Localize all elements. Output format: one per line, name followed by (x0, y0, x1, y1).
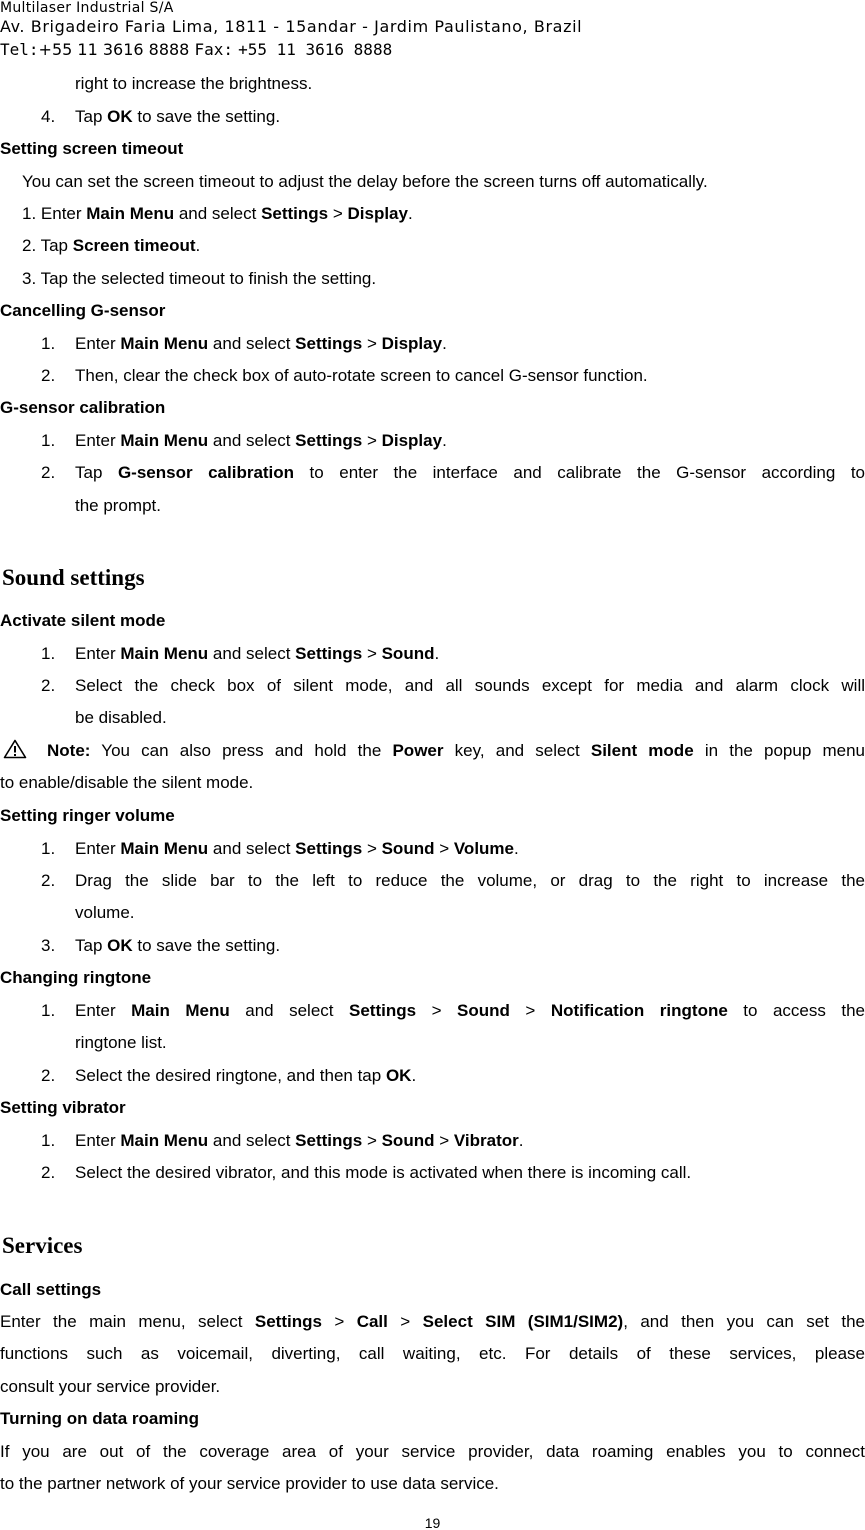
silent-mode-note (47, 740, 865, 762)
timeout-step-2 (22, 235, 200, 257)
display-term: Display (381, 334, 443, 353)
text: > (362, 431, 382, 450)
text: Enter (75, 1001, 132, 1020)
text: 1. Enter (22, 204, 87, 223)
vibrator-step-2: Select the desired vibrator, and this mode is activated when there is incoming call. (75, 1163, 692, 1182)
step-number: 1. (41, 644, 56, 663)
main-menu-term: Main Menu (131, 1001, 230, 1020)
text: > (416, 1001, 457, 1020)
company-contact (0, 40, 392, 60)
sound-term: Sound (381, 644, 435, 663)
company-address: Av. Brigadeiro Faria Lima, 1811 - 15andar - Jardim Paulistano, Brazil (0, 17, 583, 36)
text: . (407, 204, 413, 223)
calibration-step-2-continued: the prompt. (75, 496, 161, 515)
ringtone-step-1-continued: ringtone list. (75, 1033, 167, 1052)
note-label: Note: (47, 741, 91, 760)
text: > (362, 334, 382, 353)
text: Enter (75, 1131, 121, 1150)
tel-number: +55 11 3616 8888 (38, 40, 190, 59)
call-settings-line-1 (0, 1311, 865, 1333)
power-term: Power (392, 741, 444, 760)
text: Enter (75, 839, 121, 858)
silent-mode-note-continued: to enable/disable the silent mode. (0, 773, 254, 792)
main-menu-term: Main Menu (120, 334, 209, 353)
ringtone-step-1 (75, 1000, 865, 1022)
settings-term: Settings (261, 204, 329, 223)
text: Select the desired ringtone, and then tap (75, 1066, 386, 1085)
call-term: Call (356, 1312, 388, 1331)
step-number: 2. (41, 463, 56, 482)
text: Tap (75, 463, 118, 482)
call-settings-line-2: functions such as voicemail, diverting, call waiting, etc. For details of these services, please (0, 1344, 865, 1363)
data-roaming-line-2: to the partner network of your service provider to use data service. (0, 1474, 499, 1493)
ringer-step-2: Drag the slide bar to the left to reduce the volume, or drag to the right to increase the (75, 871, 865, 890)
text: . (442, 334, 447, 353)
text: > (321, 1312, 357, 1331)
text: > (362, 644, 382, 663)
step-number: 2. (41, 1163, 56, 1182)
text: to access the (727, 1001, 865, 1020)
section-heading-silent-mode: Activate silent mode (0, 611, 166, 630)
warning-icon (3, 739, 27, 759)
text: > (362, 839, 382, 858)
settings-term: Settings (295, 431, 363, 450)
ok-term: OK (107, 936, 133, 955)
display-term: Display (347, 204, 408, 223)
step-number: 1. (41, 334, 56, 353)
text: , and then you can set the (623, 1312, 865, 1331)
silent-step-2-continued: be disabled. (75, 708, 167, 727)
volume-term: Volume (453, 839, 514, 858)
text: and select (174, 204, 262, 223)
text: and select (208, 334, 296, 353)
step-number: 2. (41, 676, 56, 695)
fax-number: +55 11 3616 8888 (238, 40, 393, 59)
text: Enter (75, 644, 121, 663)
section-heading-vibrator: Setting vibrator (0, 1098, 126, 1117)
brightness-step-4 (75, 106, 280, 128)
sound-term: Sound (381, 839, 435, 858)
text: Enter (75, 334, 121, 353)
settings-term: Settings (295, 334, 363, 353)
step-number: 3. (41, 936, 56, 955)
text: Tap (75, 936, 108, 955)
cancel-gsensor-step-2: Then, clear the check box of auto-rotate screen to cancel G-sensor function. (75, 366, 648, 385)
silent-mode-term: Silent mode (590, 741, 694, 760)
settings-term: Settings (349, 1001, 417, 1020)
select-sim-term: Select SIM (SIM1/SIM2) (422, 1312, 624, 1331)
section-title-services: Services (2, 1233, 83, 1258)
step-number: 2. (41, 1066, 56, 1085)
section-title-sound-settings: Sound settings (2, 565, 145, 590)
calibration-step-2 (75, 462, 865, 484)
text: and select (229, 1001, 350, 1020)
section-heading-ringtone: Changing ringtone (0, 968, 152, 987)
text: > (434, 1131, 454, 1150)
settings-term: Settings (295, 644, 363, 663)
settings-term: Settings (254, 1312, 322, 1331)
text: Tap (75, 107, 108, 126)
text: > (362, 1131, 382, 1150)
main-menu-term: Main Menu (120, 839, 209, 858)
text: 2. Tap (22, 236, 73, 255)
main-menu-term: Main Menu (120, 431, 209, 450)
company-name: Multilaser Industrial S/A (0, 0, 174, 16)
ringtone-step-2 (75, 1065, 416, 1087)
page-number: 19 (424, 1515, 441, 1530)
step-number: 1. (41, 1001, 56, 1020)
text: . (442, 431, 447, 450)
main-menu-term: Main Menu (120, 1131, 209, 1150)
timeout-intro: You can set the screen timeout to adjust the delay before the screen turns off automatically. (22, 172, 708, 191)
step-number: 1. (41, 431, 56, 450)
ringer-step-2-continued: volume. (75, 903, 135, 922)
section-heading-gsensor-calibration: G-sensor calibration (0, 398, 166, 417)
text: to save the setting. (132, 936, 281, 955)
text: to save the setting. (132, 107, 281, 126)
text: and select (208, 431, 296, 450)
text: to enter the interface and calibrate the G-sensor according to (294, 463, 865, 482)
section-heading-ringer-volume: Setting ringer volume (0, 806, 175, 825)
ok-term: OK (107, 107, 133, 126)
step-number: 1. (41, 1131, 56, 1150)
cancel-gsensor-step-1 (75, 333, 447, 355)
display-term: Display (381, 431, 443, 450)
text: Enter (75, 431, 121, 450)
settings-term: Settings (295, 839, 363, 858)
fax-label: Fax: (194, 40, 233, 59)
section-heading-cancel-gsensor: Cancelling G-sensor (0, 301, 166, 320)
vibrator-term: Vibrator (453, 1131, 519, 1150)
screen-timeout-term: Screen timeout (72, 236, 196, 255)
section-heading-data-roaming: Turning on data roaming (0, 1409, 199, 1428)
text: and select (208, 1131, 296, 1150)
text: You can also press and hold the (90, 741, 393, 760)
section-heading-screen-timeout: Setting screen timeout (0, 139, 184, 158)
call-settings-line-3: consult your service provider. (0, 1377, 221, 1396)
gsensor-calibration-term: G-sensor calibration (117, 463, 295, 482)
text: > (509, 1001, 551, 1020)
text: . (195, 236, 201, 255)
step-number: 4. (41, 107, 56, 126)
calibration-step-1 (75, 430, 447, 452)
step-number: 1. (41, 839, 56, 858)
tel-label: Tel: (0, 40, 39, 59)
text: > (434, 839, 454, 858)
text: key, and select (443, 741, 591, 760)
section-heading-call-settings: Call settings (0, 1280, 102, 1299)
sound-term: Sound (381, 1131, 435, 1150)
main-menu-term: Main Menu (120, 644, 209, 663)
silent-step-1 (75, 643, 439, 665)
notification-ringtone-term: Notification ringtone (550, 1001, 728, 1020)
timeout-step-1 (22, 203, 413, 225)
text: . (411, 1066, 417, 1085)
text: and select (208, 644, 296, 663)
main-menu-term: Main Menu (86, 204, 175, 223)
text: and select (208, 839, 296, 858)
silent-step-2: Select the check box of silent mode, and all sounds except for media and alarm clock will (75, 676, 865, 695)
text: > (387, 1312, 423, 1331)
text: . (434, 644, 440, 663)
ok-term: OK (385, 1066, 412, 1085)
text: Enter the main menu, select (0, 1312, 255, 1331)
sound-term: Sound (457, 1001, 510, 1020)
timeout-step-3: 3. Tap the selected timeout to finish the setting. (22, 269, 377, 288)
text: . (514, 839, 519, 858)
text: > (328, 204, 348, 223)
brightness-step-continued: right to increase the brightness. (75, 74, 313, 93)
settings-term: Settings (295, 1131, 363, 1150)
ringer-step-1 (75, 838, 519, 860)
vibrator-step-1 (75, 1130, 523, 1152)
step-number: 2. (41, 366, 56, 385)
text: in the popup menu (693, 741, 865, 760)
text: . (518, 1131, 524, 1150)
ringer-step-3 (75, 935, 280, 957)
data-roaming-line-1: If you are out of the coverage area of your service provider, data roaming enables you to connect (0, 1442, 865, 1461)
step-number: 2. (41, 871, 56, 890)
